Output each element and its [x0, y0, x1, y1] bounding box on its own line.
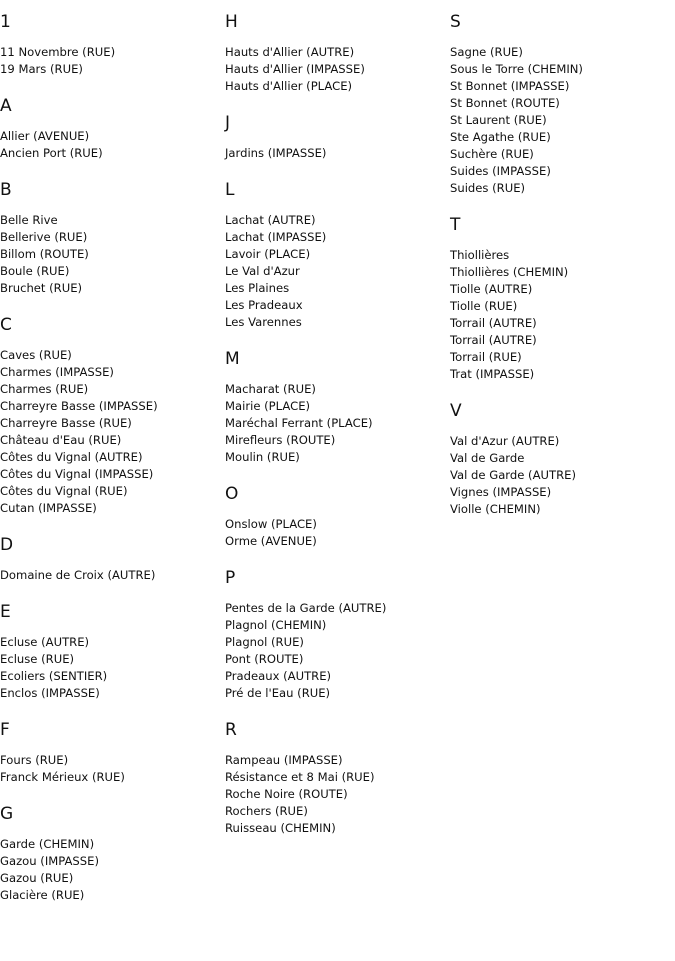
street-name: Glacière (RUE): [0, 888, 85, 902]
section-letter-heading: T: [450, 215, 461, 235]
street-list: [225, 600, 445, 702]
street-name: Violle (CHEMIN): [450, 502, 541, 516]
street-name: Val d'Azur (AUTRE): [450, 434, 560, 448]
street-name: Garde (CHEMIN): [0, 837, 95, 851]
street-name: Thiollières (CHEMIN): [450, 265, 569, 279]
section-letter-heading: R: [225, 720, 237, 740]
street-name: 19 Mars (RUE): [0, 62, 83, 76]
street-name: Charreyre Basse (IMPASSE): [0, 399, 158, 413]
street-name: Maréchal Ferrant (PLACE): [225, 416, 373, 430]
street-list: [0, 44, 220, 78]
street-name: Les Pradeaux: [225, 298, 303, 312]
street-name: Gazou (IMPASSE): [0, 854, 99, 868]
street-name: Pentes de la Garde (AUTRE): [225, 601, 387, 615]
street-name: Macharat (RUE): [225, 382, 316, 396]
street-list: [450, 433, 670, 518]
street-name: Côtes du Vignal (IMPASSE): [0, 467, 154, 481]
street-list: [0, 347, 220, 517]
section-letter-heading: V: [450, 401, 462, 421]
street-list: [225, 145, 445, 162]
section-letter-heading: A: [0, 96, 12, 116]
letter-section: [225, 484, 445, 550]
letter-section: [225, 180, 445, 331]
street-name: Les Varennes: [225, 315, 302, 329]
section-letter-heading: 1: [0, 12, 11, 32]
street-name: Tiolle (AUTRE): [450, 282, 533, 296]
street-name: Ruisseau (CHEMIN): [225, 821, 336, 835]
street-name: Moulin (RUE): [225, 450, 300, 464]
street-name: Ecoliers (SENTIER): [0, 669, 108, 683]
street-name: Rampeau (IMPASSE): [225, 753, 343, 767]
street-list: [450, 44, 670, 197]
street-list: [0, 212, 220, 297]
street-name: Hauts d'Allier (IMPASSE): [225, 62, 365, 76]
street-name: Bellerive (RUE): [0, 230, 88, 244]
section-letter-heading: M: [225, 349, 240, 369]
street-name: Hauts d'Allier (PLACE): [225, 79, 353, 93]
letter-section: [0, 804, 220, 904]
section-letter-heading: L: [225, 180, 235, 200]
street-name: Boule (RUE): [0, 264, 70, 278]
street-name: Lachat (AUTRE): [225, 213, 316, 227]
street-name: Val de Garde: [450, 451, 525, 465]
street-name: Cutan (IMPASSE): [0, 501, 97, 515]
street-name: Suchère (RUE): [450, 147, 534, 161]
section-letter-heading: O: [225, 484, 239, 504]
section-letter-heading: S: [450, 12, 461, 32]
street-list: [0, 836, 220, 904]
street-name: Caves (RUE): [0, 348, 72, 362]
section-letter-heading: H: [225, 12, 238, 32]
street-name: Allier (AVENUE): [0, 129, 90, 143]
street-name: St Bonnet (ROUTE): [450, 96, 560, 110]
street-name: Enclos (IMPASSE): [0, 686, 100, 700]
letter-section: [450, 401, 670, 518]
street-name: Plagnol (CHEMIN): [225, 618, 327, 632]
section-letter-heading: G: [0, 804, 14, 824]
street-name: Val de Garde (AUTRE): [450, 468, 576, 482]
street-name: Sous le Torre (CHEMIN): [450, 62, 583, 76]
street-name: St Laurent (RUE): [450, 113, 547, 127]
street-name: Côtes du Vignal (RUE): [0, 484, 128, 498]
section-letter-heading: E: [0, 602, 11, 622]
street-name: Rochers (RUE): [225, 804, 308, 818]
street-name: Billom (ROUTE): [0, 247, 89, 261]
letter-section: [225, 349, 445, 466]
index-column: [0, 12, 220, 922]
street-name: Ste Agathe (RUE): [450, 130, 551, 144]
street-list: [0, 567, 220, 584]
street-list: [225, 212, 445, 331]
letter-section: [0, 315, 220, 517]
letter-section: [0, 180, 220, 297]
street-name: Pont (ROUTE): [225, 652, 304, 666]
street-name: Jardins (IMPASSE): [225, 146, 327, 160]
street-list: [225, 44, 445, 95]
street-name: Franck Mérieux (RUE): [0, 770, 125, 784]
street-name: Lavoir (PLACE): [225, 247, 311, 261]
letter-section: [225, 12, 445, 95]
street-name: Torrail (RUE): [450, 350, 522, 364]
street-name: St Bonnet (IMPASSE): [450, 79, 570, 93]
street-list: [0, 128, 220, 162]
section-letter-heading: F: [0, 720, 10, 740]
section-letter-heading: J: [225, 113, 231, 133]
letter-section: [0, 96, 220, 162]
letter-section: [225, 568, 445, 702]
street-name: Vignes (IMPASSE): [450, 485, 552, 499]
index-column: [450, 12, 670, 536]
street-name: Mirefleurs (ROUTE): [225, 433, 336, 447]
letter-section: [0, 12, 220, 78]
street-name: Ecluse (AUTRE): [0, 635, 90, 649]
section-letter-heading: P: [225, 568, 236, 588]
street-name: Résistance et 8 Mai (RUE): [225, 770, 375, 784]
street-name: Sagne (RUE): [450, 45, 523, 59]
index-column: [225, 12, 445, 855]
street-name: Pradeaux (AUTRE): [225, 669, 332, 683]
street-name: Château d'Eau (RUE): [0, 433, 122, 447]
street-name: Charreyre Basse (RUE): [0, 416, 132, 430]
section-letter-heading: C: [0, 315, 12, 335]
street-name: Charmes (RUE): [0, 382, 89, 396]
street-name: Charmes (IMPASSE): [0, 365, 114, 379]
street-name: Suides (IMPASSE): [450, 164, 551, 178]
street-name: Hauts d'Allier (AUTRE): [225, 45, 355, 59]
street-name: Roche Noire (ROUTE): [225, 787, 348, 801]
street-name: Domaine de Croix (AUTRE): [0, 568, 156, 582]
street-name: Belle Rive: [0, 213, 58, 227]
letter-section: [450, 12, 670, 197]
street-name: Plagnol (RUE): [225, 635, 304, 649]
street-name: Ecluse (RUE): [0, 652, 75, 666]
section-letter-heading: D: [0, 535, 14, 555]
letter-section: [0, 720, 220, 786]
street-name: Pré de l'Eau (RUE): [225, 686, 331, 700]
street-name: Bruchet (RUE): [0, 281, 83, 295]
letter-section: [225, 720, 445, 837]
street-list: [0, 752, 220, 786]
street-name: Suides (RUE): [450, 181, 526, 195]
street-name: Ancien Port (RUE): [0, 146, 103, 160]
street-name: Côtes du Vignal (AUTRE): [0, 450, 143, 464]
street-name: Fours (RUE): [0, 753, 69, 767]
street-name: Le Val d'Azur: [225, 264, 300, 278]
street-name: Trat (IMPASSE): [450, 367, 535, 381]
street-list: [450, 247, 670, 383]
letter-section: [225, 113, 445, 162]
street-name: Torrail (AUTRE): [450, 333, 537, 347]
street-list: [225, 381, 445, 466]
letter-section: [0, 602, 220, 702]
street-name: Mairie (PLACE): [225, 399, 311, 413]
street-name: Les Plaines: [225, 281, 290, 295]
street-name: Tiolle (RUE): [450, 299, 518, 313]
letter-section: [0, 535, 220, 584]
street-list: [0, 634, 220, 702]
street-name: Lachat (IMPASSE): [225, 230, 327, 244]
street-name: Torrail (AUTRE): [450, 316, 537, 330]
letter-section: [450, 215, 670, 383]
street-list: [225, 752, 445, 837]
street-name: Onslow (PLACE): [225, 517, 317, 531]
street-list: [225, 516, 445, 550]
street-name: Orme (AVENUE): [225, 534, 317, 548]
street-name: 11 Novembre (RUE): [0, 45, 116, 59]
street-name: Gazou (RUE): [0, 871, 74, 885]
section-letter-heading: B: [0, 180, 12, 200]
street-name: Thiollières: [450, 248, 510, 262]
